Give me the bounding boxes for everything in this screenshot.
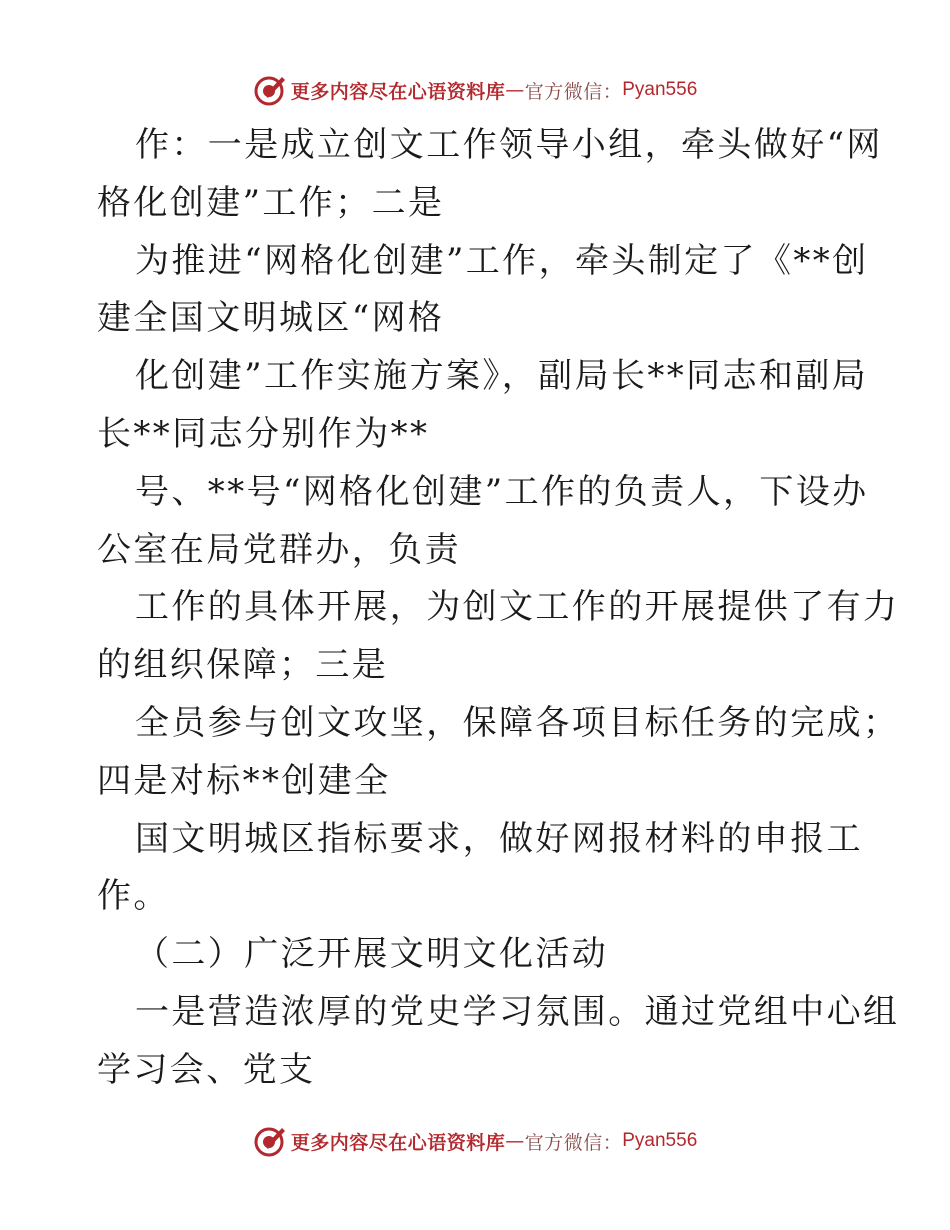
text-line: 四是对标**创建全 bbox=[97, 760, 391, 801]
pen-logo-icon bbox=[253, 73, 287, 107]
text-line: 建全国文明城区“网格 bbox=[97, 298, 445, 339]
watermark-main-text: 更多内容尽在心语资料库 bbox=[290, 1131, 506, 1154]
text-line: 号、**号“网格化创建”工作的负责人，下设办 bbox=[135, 471, 869, 512]
text-line: 作。 bbox=[97, 876, 170, 917]
text-line: 为推进“网格化创建”工作，牵头制定了《**创 bbox=[135, 240, 869, 281]
text-line: 化创建”工作实施方案》，副局长**同志和副局 bbox=[135, 356, 869, 397]
text-line: 公室在局党群办，负责 bbox=[97, 529, 461, 570]
watermark-main-text: 更多内容尽在心语资料库 bbox=[290, 80, 506, 103]
header-watermark bbox=[0, 70, 950, 110]
text-line: 的组织保障；三是 bbox=[97, 645, 389, 686]
section-heading: （二）广泛开展文明文化活动 bbox=[135, 934, 609, 975]
watermark-sub-text: 官方微信： bbox=[524, 80, 623, 103]
footer-watermark bbox=[0, 1121, 950, 1161]
watermark-dash: — bbox=[505, 1130, 525, 1152]
watermark-wechat-id: Pyan556 bbox=[622, 1130, 698, 1151]
text-line: 工作的具体开展，为创文工作的开展提供了有力 bbox=[135, 587, 900, 628]
text-line: 作：一是成立创文工作领导小组，牵头做好“网 bbox=[135, 125, 883, 165]
watermark-wechat-id: Pyan556 bbox=[622, 79, 698, 100]
text-line: 格化创建”工作；二是 bbox=[97, 182, 445, 223]
document-body bbox=[97, 117, 900, 1100]
watermark-dash: — bbox=[505, 79, 525, 101]
text-line: 长**同志分别作为** bbox=[97, 413, 430, 454]
text-line: 一是营造浓厚的党史学习氛围。通过党组中心组 bbox=[135, 991, 900, 1032]
text-line: 全员参与创文攻坚，保障各项目标任务的完成； bbox=[135, 702, 900, 743]
text-line: 国文明城区指标要求，做好网报材料的申报工 bbox=[135, 818, 863, 859]
text-line: 学习会、党支 bbox=[97, 1049, 316, 1090]
pen-logo-icon bbox=[253, 1124, 287, 1158]
watermark-sub-text: 官方微信： bbox=[524, 1131, 623, 1154]
